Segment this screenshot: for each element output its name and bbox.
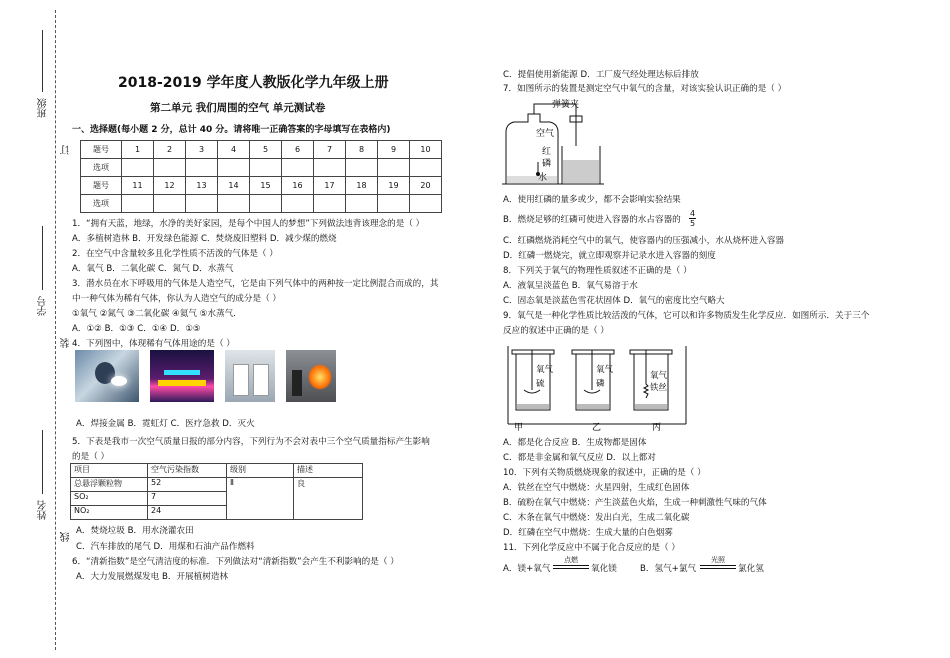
q1-options: A．多植树造林 B．开发绿色能源 C．焚烧废旧塑料 D．减少煤的燃烧	[72, 234, 337, 244]
q3-options: A．①② B．①③ C．①④ D．①⑤	[72, 324, 201, 334]
q10-option-d: D．红磷在空气中燃烧：生成大量的白色烟雾	[503, 528, 673, 538]
q10-option-c: C．木条在氧气中燃烧：发出白光，生成二氧化碳	[503, 513, 690, 523]
table-cell: 9	[378, 141, 410, 159]
table-cell: 15	[250, 177, 282, 195]
q7-stem: 7．如图所示的装置是测定空气中氧气的含量，对该实验认识正确的是（ ）	[503, 84, 787, 94]
table-row	[81, 177, 442, 195]
answer-cell[interactable]	[154, 195, 186, 213]
table-cell: 17	[314, 177, 346, 195]
table-row	[81, 195, 442, 213]
table-cell: 6	[282, 141, 314, 159]
table-cell: 52	[148, 478, 227, 492]
q3-choices: ①氧气 ②氮气 ③二氧化碳 ④氦气 ⑤水蒸气．	[72, 309, 242, 319]
caption-yi: 乙	[592, 423, 602, 432]
table-cell: 7	[314, 141, 346, 159]
spark-icon	[111, 376, 127, 386]
class-blank	[42, 30, 43, 92]
table-cell: 16	[282, 177, 314, 195]
table-cell: 2	[154, 141, 186, 159]
answer-cell[interactable]	[378, 195, 410, 213]
oxygen-measure-apparatus	[500, 96, 610, 188]
air-quality-table	[70, 463, 363, 520]
table-header: 项目	[71, 464, 148, 478]
row-label: 选项	[81, 195, 122, 213]
q4-options: A．焊接金属 B．霓虹灯 C．医疗急救 D．灭火	[76, 419, 255, 429]
answer-cell[interactable]	[186, 195, 218, 213]
level-cell: Ⅱ	[227, 478, 294, 520]
table-cell: 1	[122, 141, 154, 159]
jar1-gas: 氧气	[536, 365, 554, 375]
red-label: 红	[542, 147, 552, 157]
answer-cell[interactable]	[122, 195, 154, 213]
caption-bing: 丙	[652, 423, 662, 432]
doctor-icon	[233, 364, 249, 396]
neon-photo	[150, 350, 214, 402]
fraction-num: 4	[690, 209, 696, 218]
jar3-substance: 铁丝	[650, 383, 668, 393]
answer-cell[interactable]	[218, 195, 250, 213]
q8-options-ab: A．液氧呈淡蓝色 B．氧气易溶于水	[503, 281, 638, 291]
answer-cell[interactable]	[186, 159, 218, 177]
table-cell: 24	[148, 506, 227, 520]
firefighter-icon	[292, 370, 302, 396]
equation-arrow	[553, 565, 589, 569]
clip-label: 弹簧夹	[552, 100, 580, 110]
answer-cell[interactable]	[282, 159, 314, 177]
q8-options-cd: C．固态氧是淡蓝色雪花状固体 D．氧气的密度比空气略大	[503, 296, 725, 306]
table-cell: 12	[154, 177, 186, 195]
q7-option-d: D．红磷一燃烧完，就立即观察并记录水进入容器的刻度	[503, 251, 716, 261]
condition-text: 点燃	[564, 556, 578, 564]
table-row	[71, 478, 363, 492]
section-heading: 一、选择题(每小题 2 分，总计 40 分。请将唯一正确答案的字母填写在表格内)	[72, 125, 391, 135]
table-header: 空气污染指数	[148, 464, 227, 478]
desc-cell: 良	[294, 478, 363, 520]
q5-options-cd: C．汽车排放的尾气 D．用煤和石油产品作燃料	[76, 542, 255, 552]
table-cell: 5	[250, 141, 282, 159]
student-no-blank	[42, 226, 43, 290]
fire-icon	[308, 364, 332, 390]
answer-cell[interactable]	[378, 159, 410, 177]
water-label: 水	[538, 173, 548, 183]
answer-cell[interactable]	[346, 159, 378, 177]
air-label: 空气	[536, 129, 555, 139]
answer-cell[interactable]	[250, 159, 282, 177]
table-row	[81, 141, 442, 159]
q2-stem: 2．在空气中含量较多且化学性质不活泼的气体是（ ）	[72, 249, 278, 259]
phosphorus-label: 磷	[542, 159, 552, 169]
q5-stem-cont: 的是（ ）	[72, 452, 110, 462]
neon-sign-icon	[158, 380, 206, 386]
table-cell: NO₂	[71, 506, 148, 520]
q10-option-b: B．硫粉在氧气中燃烧：产生淡蓝色火焰，生成一种刺激性气味的气体	[503, 498, 767, 508]
beaker-water	[563, 160, 599, 183]
answer-cell[interactable]	[410, 159, 442, 177]
page-title: 2018-2019 学年度人教版化学九年级上册	[118, 75, 389, 91]
answer-table	[80, 140, 442, 213]
q5-options-ab: A．焚烧垃圾 B．用水浇灌农田	[76, 526, 194, 536]
q9-options-ab: A．都是化合反应 B．生成物都是固体	[503, 438, 647, 448]
table-cell: 20	[410, 177, 442, 195]
row-label: 选项	[81, 159, 122, 177]
zhuang-label: 装	[61, 338, 72, 348]
table-row	[71, 464, 363, 478]
xian-label: 线	[61, 532, 72, 542]
oxygen-reaction-jars	[500, 344, 690, 432]
table-header: 描述	[294, 464, 363, 478]
q9-options-cd: C．都是非金属和氧气反应 D．以上都对	[503, 453, 656, 463]
welding-photo	[75, 350, 139, 402]
caption-jia: 甲	[514, 423, 524, 432]
table-cell: 11	[122, 177, 154, 195]
table-cell: 13	[186, 177, 218, 195]
q11-a-right: 氧化镁	[591, 564, 617, 574]
answer-cell[interactable]	[250, 195, 282, 213]
table-cell: 19	[378, 177, 410, 195]
fraction	[689, 209, 696, 228]
q6-options-cd: C．提倡使用新能源 D．工厂废气经处理达标后排放	[503, 70, 699, 80]
medical-photo	[225, 350, 275, 402]
table-cell: 7	[148, 492, 227, 506]
table-cell: 14	[218, 177, 250, 195]
jar1-substance: 硫	[536, 379, 545, 389]
table-cell: SO₂	[71, 492, 148, 506]
answer-cell[interactable]	[410, 195, 442, 213]
table-header: 级别	[227, 464, 294, 478]
table-cell: 3	[186, 141, 218, 159]
answer-cell[interactable]	[282, 195, 314, 213]
equation-arrow	[700, 565, 736, 569]
answer-cell[interactable]	[154, 159, 186, 177]
condition-text: 光照	[711, 556, 725, 564]
q10-option-a: A．铁丝在空气中燃烧：火星四射，生成红色固体	[503, 483, 690, 493]
binding-line	[55, 10, 56, 650]
neon-sign-icon	[164, 370, 200, 375]
table-cell: 4	[218, 141, 250, 159]
q10-stem: 10．下列有关物质燃烧现象的叙述中，正确的是（ ）	[503, 468, 706, 478]
name-blank	[42, 430, 43, 494]
q11-b-condition	[700, 556, 736, 569]
page-subtitle: 第二单元 我们周围的空气 单元测试卷	[150, 102, 326, 114]
q7-option-b: B．燃烧足够的红磷可使进入容器的水占容器的	[503, 215, 681, 225]
jar2-substance: 磷	[596, 379, 605, 389]
jar2-gas: 氧气	[596, 365, 614, 375]
q2-options: A．氧气 B．二氧化碳 C．氮气 D．水蒸气	[72, 264, 234, 274]
answer-cell[interactable]	[314, 159, 346, 177]
table-cell: 总悬浮颗粒物	[71, 478, 148, 492]
table-cell: 18	[346, 177, 378, 195]
q7-option-a: A．使用红磷的量多或少，都不会影响实验结果	[503, 195, 681, 205]
table-row	[81, 159, 442, 177]
student-no-label: 学号	[38, 296, 49, 316]
answer-cell[interactable]	[218, 159, 250, 177]
jar3-gas: 氧气	[650, 371, 668, 381]
q6-options-ab: A．大力发展燃煤发电 B．开展植树造林	[76, 572, 229, 582]
answer-cell[interactable]	[122, 159, 154, 177]
q1-stem: 1．“拥有天蓝，地绿，水净的美好家园，是每个中国人的梦想”下列做法违背该理念的是（ ）	[72, 219, 425, 229]
row-label: 题号	[81, 177, 122, 195]
row-label: 题号	[81, 141, 122, 159]
name-label: 姓名	[38, 500, 49, 520]
table-cell: 10	[410, 141, 442, 159]
q11-b-left: B．氢气+氯气	[640, 564, 697, 574]
class-label: 班级	[38, 98, 49, 118]
q11-stem: 11．下列化学反应中不属于化合反应的是（ ）	[503, 543, 680, 553]
answer-cell[interactable]	[346, 195, 378, 213]
fraction-den: 5	[690, 219, 696, 228]
q11-a-condition	[553, 556, 589, 569]
q8-stem: 8．下列关于氧气的物理性质叙述不正确的是（ ）	[503, 266, 692, 276]
flask-water	[507, 176, 557, 183]
answer-cell[interactable]	[314, 195, 346, 213]
q11-b-right: 氯化氢	[738, 564, 764, 574]
q5-stem: 5．下表是我市一次空气质量日报的部分内容，下列行为不会对表中三个空气质量指标产生影响	[72, 437, 430, 447]
q9-stem: 9．氧气是一种化学性质比较活泼的气体，它可以和许多物质发生化学反应．如图所示．关于三个	[503, 311, 870, 321]
table-cell: 8	[346, 141, 378, 159]
q11-a-left: A．镁+氧气	[503, 564, 551, 574]
q7-option-c: C．红磷燃烧消耗空气中的氧气，使容器内的压强减小，水从烧杯进入容器	[503, 236, 785, 246]
q4-stem: 4．下列图中，体现稀有气体用途的是（ ）	[72, 339, 235, 349]
ding-label: 订	[61, 145, 72, 155]
q6-stem: 6．“清新指数”是空气清洁度的标准．下列做法对“清新指数”会产生不利影响的是（ ）	[72, 557, 399, 567]
q3-stem-cont: 中一种气体为稀有气体，你认为人造空气的成分是（ ）	[72, 294, 281, 304]
q3-stem: 3．潜水员在水下呼吸用的气体是人造空气，它是由下列气体中的两种按一定比例混合而成的，其	[72, 279, 439, 289]
doctor-icon	[253, 364, 269, 396]
q9-stem-cont: 反应的叙述中正确的是（ ）	[503, 326, 609, 336]
firefight-photo	[286, 350, 336, 402]
